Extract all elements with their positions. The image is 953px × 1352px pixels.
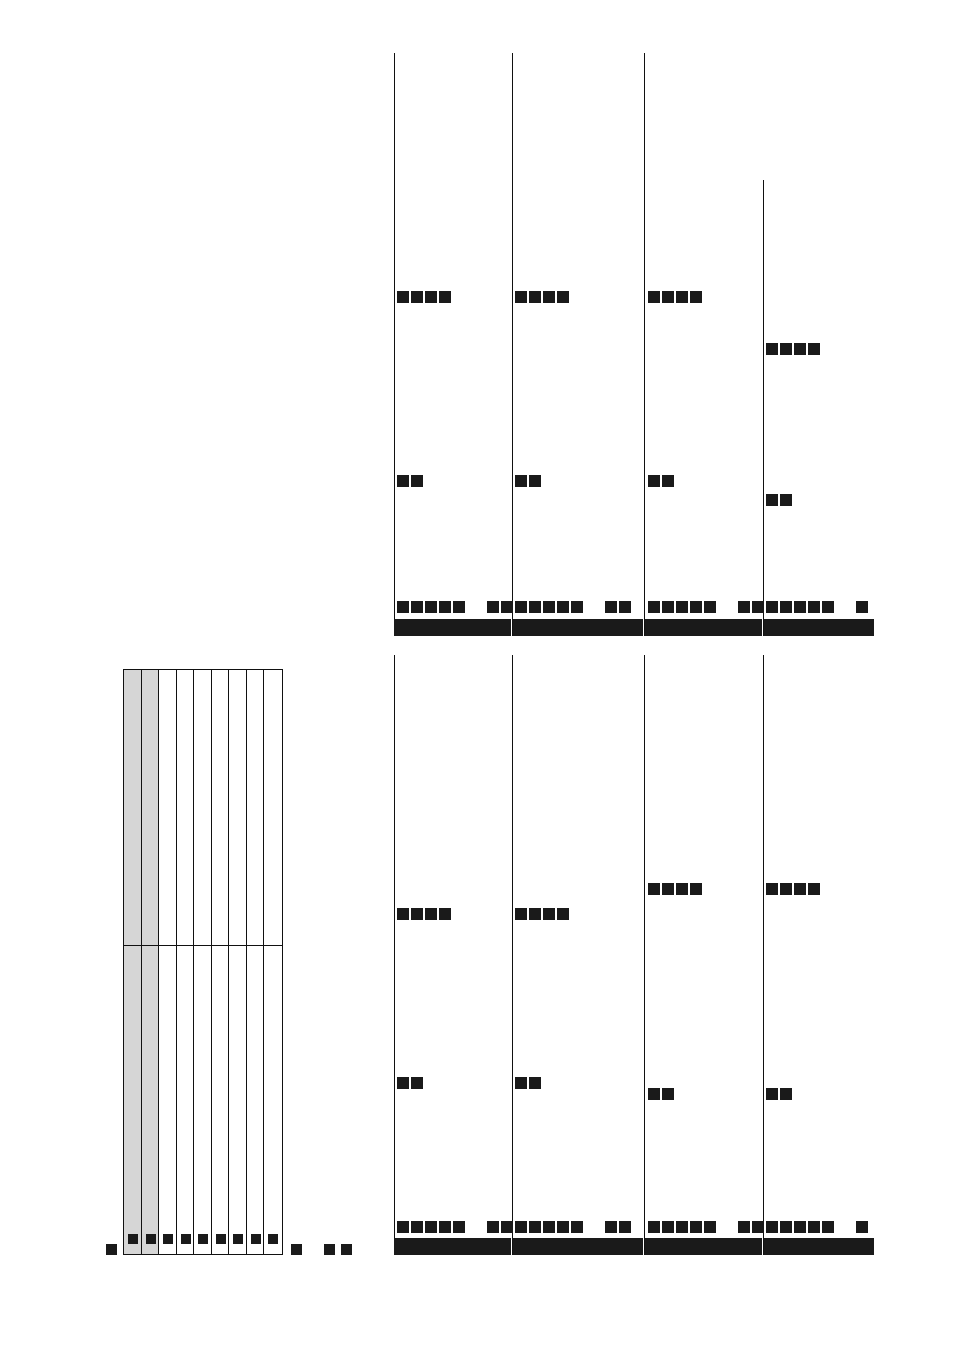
glyph-block: [766, 601, 778, 613]
glyph-block: [662, 1221, 674, 1233]
top-panel-2-footer: [515, 601, 631, 613]
bottom-divider-3: [644, 655, 645, 1255]
left-table-row-divider: [142, 945, 159, 946]
glyph-block: [529, 601, 541, 613]
glyph-block: [425, 908, 437, 920]
glyph-block: [822, 601, 834, 613]
glyph-block: [676, 883, 688, 895]
glyph-block: [676, 601, 688, 613]
bottom-divider-1: [394, 655, 395, 1255]
left-table-after-glyph-2: [324, 1244, 335, 1255]
bottom-divider-4: [763, 655, 764, 1255]
bottom-panel-2-footer: [515, 1221, 631, 1233]
left-table-column: [124, 670, 142, 1254]
glyph-spacer: [718, 601, 736, 613]
glyph-block: [648, 883, 660, 895]
glyph-block: [411, 291, 423, 303]
glyph-spacer: [836, 601, 854, 613]
top-divider-1: [394, 53, 395, 636]
top-panel-4-footer: [766, 601, 868, 613]
top-divider-3: [644, 53, 645, 636]
bottom-panel-1-row-a: [397, 908, 451, 920]
glyph-block: [453, 601, 465, 613]
glyph-block: [752, 601, 764, 613]
bottom-panel-4-row-b: [766, 1088, 792, 1100]
top-panel-4-row-b: [766, 494, 792, 506]
glyph-spacer: [718, 1221, 736, 1233]
glyph-block: [662, 1088, 674, 1100]
glyph-spacer: [467, 601, 485, 613]
glyph-block: [662, 601, 674, 613]
glyph-block: [439, 908, 451, 920]
glyph-block: [439, 601, 451, 613]
left-table-after-glyph-1: [291, 1244, 302, 1255]
glyph-block: [808, 601, 820, 613]
glyph-block: [529, 475, 541, 487]
top-panel-2-row-b: [515, 475, 541, 487]
glyph-block: [529, 1221, 541, 1233]
glyph-block: [662, 883, 674, 895]
glyph-block: [766, 494, 778, 506]
left-table-column: [247, 670, 265, 1254]
left-table-row-divider: [229, 945, 246, 946]
glyph-block: [487, 601, 499, 613]
top-divider-4: [763, 180, 764, 636]
glyph-block: [662, 475, 674, 487]
glyph-block: [690, 1221, 702, 1233]
glyph-block: [411, 908, 423, 920]
glyph-block: [808, 1221, 820, 1233]
left-table-column: [194, 670, 212, 1254]
left-table-row-divider: [264, 945, 282, 946]
glyph-block: [425, 1221, 437, 1233]
glyph-block: [780, 883, 792, 895]
glyph-block: [529, 1077, 541, 1089]
glyph-block: [411, 1221, 423, 1233]
glyph-block: [648, 475, 660, 487]
left-table-column: [177, 670, 195, 1254]
glyph-block: [543, 601, 555, 613]
glyph-block: [397, 601, 409, 613]
left-table-row-divider: [247, 945, 264, 946]
glyph-block: [397, 475, 409, 487]
left-table-column: [212, 670, 230, 1254]
left-table-bottom-glyph: [106, 1244, 117, 1255]
glyph-block: [605, 1221, 617, 1233]
left-table-cell-glyph: [233, 1234, 243, 1244]
glyph-block: [822, 1221, 834, 1233]
glyph-block: [794, 1221, 806, 1233]
glyph-block: [794, 883, 806, 895]
glyph-block: [397, 291, 409, 303]
glyph-block: [557, 291, 569, 303]
glyph-block: [411, 1077, 423, 1089]
glyph-block: [808, 343, 820, 355]
glyph-block: [738, 1221, 750, 1233]
bottom-panel-1-footer: [397, 1221, 513, 1233]
glyph-block: [752, 1221, 764, 1233]
left-table-cell-glyph: [181, 1234, 191, 1244]
glyph-block: [543, 1221, 555, 1233]
glyph-block: [676, 291, 688, 303]
glyph-block: [439, 1221, 451, 1233]
glyph-block: [766, 883, 778, 895]
top-footer-bar-3: [645, 619, 762, 636]
left-table-after-glyph-3: [341, 1244, 352, 1255]
glyph-block: [780, 1088, 792, 1100]
glyph-block: [487, 1221, 499, 1233]
glyph-block: [648, 1221, 660, 1233]
glyph-block: [515, 1221, 527, 1233]
top-panel-3-row-b: [648, 475, 674, 487]
glyph-block: [619, 601, 631, 613]
glyph-block: [425, 291, 437, 303]
left-table-cell-glyph: [163, 1234, 173, 1244]
top-panel-3-row-a: [648, 291, 702, 303]
top-footer-bar-2: [513, 619, 643, 636]
glyph-spacer: [585, 601, 603, 613]
glyph-block: [648, 291, 660, 303]
glyph-block: [780, 601, 792, 613]
left-table-cell-glyph: [268, 1234, 278, 1244]
left-table-row-divider: [194, 945, 211, 946]
top-footer-bar-1: [394, 619, 511, 636]
glyph-block: [515, 1077, 527, 1089]
glyph-block: [690, 601, 702, 613]
left-table-cell-glyph: [216, 1234, 226, 1244]
left-table-row-divider: [212, 945, 229, 946]
glyph-block: [557, 601, 569, 613]
top-panel-1-row-b: [397, 475, 423, 487]
bottom-footer-bar-2: [513, 1238, 643, 1255]
bottom-footer-bar-4: [764, 1238, 874, 1255]
glyph-block: [704, 1221, 716, 1233]
glyph-block: [397, 908, 409, 920]
top-panel-2-row-a: [515, 291, 569, 303]
glyph-spacer: [585, 1221, 603, 1233]
glyph-spacer: [836, 1221, 854, 1233]
glyph-block: [676, 1221, 688, 1233]
glyph-block: [397, 1077, 409, 1089]
bottom-divider-2: [512, 655, 513, 1255]
glyph-block: [605, 601, 617, 613]
glyph-block: [397, 1221, 409, 1233]
bottom-panel-3-row-b: [648, 1088, 674, 1100]
glyph-block: [411, 601, 423, 613]
left-table-cell-glyph: [146, 1234, 156, 1244]
glyph-block: [543, 908, 555, 920]
glyph-block: [501, 601, 513, 613]
glyph-block: [766, 1088, 778, 1100]
left-table-cell-glyph: [251, 1234, 261, 1244]
left-table-column: [142, 670, 160, 1254]
glyph-block: [619, 1221, 631, 1233]
bottom-panel-2-row-b: [515, 1077, 541, 1089]
glyph-block: [794, 343, 806, 355]
glyph-block: [571, 601, 583, 613]
top-panel-1-row-a: [397, 291, 451, 303]
glyph-block: [557, 908, 569, 920]
glyph-block: [453, 1221, 465, 1233]
glyph-block: [543, 291, 555, 303]
top-divider-2: [512, 53, 513, 636]
bottom-panel-3-row-a: [648, 883, 702, 895]
glyph-block: [439, 291, 451, 303]
glyph-block: [780, 343, 792, 355]
bottom-footer-bar-3: [645, 1238, 762, 1255]
bottom-panel-1-row-b: [397, 1077, 423, 1089]
left-table-column: [229, 670, 247, 1254]
glyph-block: [704, 601, 716, 613]
glyph-block: [648, 1088, 660, 1100]
glyph-block: [571, 1221, 583, 1233]
glyph-block: [794, 601, 806, 613]
top-panel-1-footer: [397, 601, 513, 613]
glyph-block: [425, 601, 437, 613]
glyph-block: [515, 475, 527, 487]
bottom-panel-4-footer: [766, 1221, 868, 1233]
glyph-block: [515, 601, 527, 613]
left-table-row-divider: [159, 945, 176, 946]
glyph-block: [557, 1221, 569, 1233]
glyph-block: [515, 908, 527, 920]
top-panel-3-footer: [648, 601, 764, 613]
top-footer-bar-4: [764, 619, 874, 636]
glyph-block: [515, 291, 527, 303]
top-panel-4-row-a: [766, 343, 820, 355]
glyph-block: [690, 883, 702, 895]
bottom-panel-2-row-a: [515, 908, 569, 920]
glyph-block: [856, 1221, 868, 1233]
left-table-cell-glyph: [198, 1234, 208, 1244]
glyph-spacer: [467, 1221, 485, 1233]
glyph-block: [780, 1221, 792, 1233]
glyph-block: [808, 883, 820, 895]
glyph-block: [662, 291, 674, 303]
glyph-block: [690, 291, 702, 303]
glyph-block: [529, 908, 541, 920]
left-table-cell-glyph: [128, 1234, 138, 1244]
left-table-row-divider: [177, 945, 194, 946]
glyph-block: [501, 1221, 513, 1233]
bottom-panel-4-row-a: [766, 883, 820, 895]
glyph-block: [648, 601, 660, 613]
bottom-footer-bar-1: [394, 1238, 511, 1255]
glyph-block: [766, 1221, 778, 1233]
glyph-block: [856, 601, 868, 613]
glyph-block: [780, 494, 792, 506]
left-table-row-divider: [124, 945, 141, 946]
glyph-block: [529, 291, 541, 303]
left-table-column: [264, 670, 282, 1254]
left-table-column: [159, 670, 177, 1254]
left-table: [123, 669, 283, 1255]
glyph-block: [411, 475, 423, 487]
glyph-block: [766, 343, 778, 355]
bottom-panel-3-footer: [648, 1221, 764, 1233]
glyph-block: [738, 601, 750, 613]
